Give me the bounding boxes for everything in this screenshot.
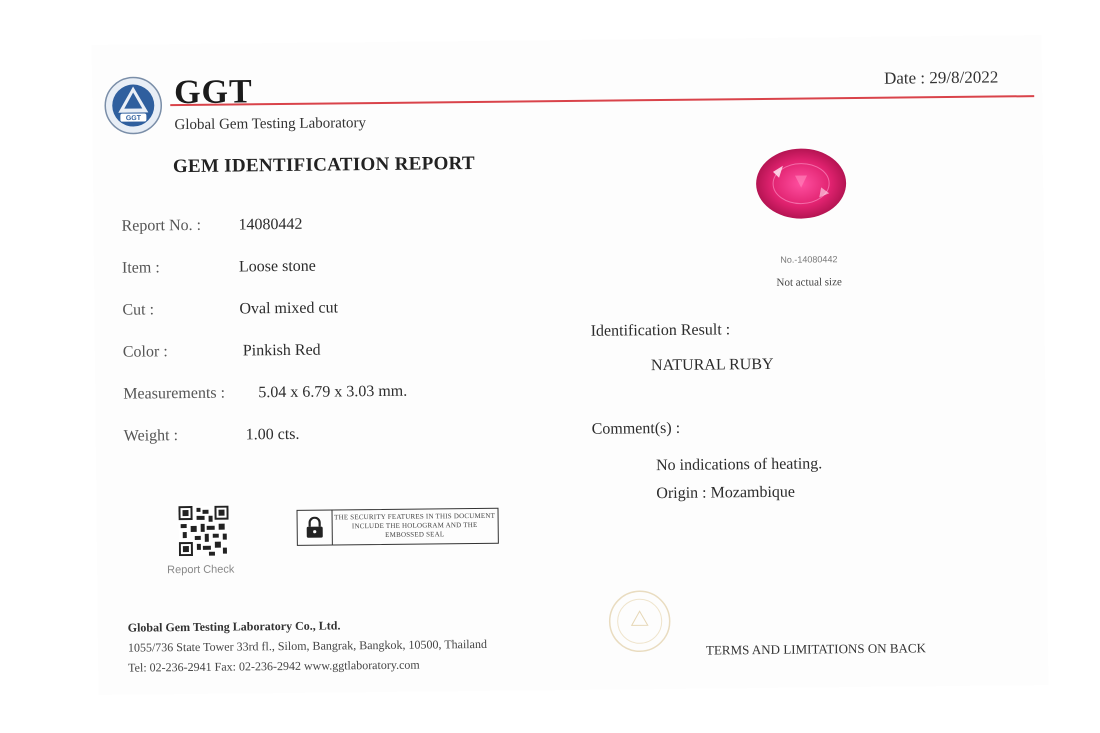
field-value-item: Loose stone xyxy=(238,257,316,276)
field-value-cut: Oval mixed cut xyxy=(239,299,339,318)
identification-result-label: Identification Result : xyxy=(590,321,731,340)
field-value-color: Pinkish Red xyxy=(242,341,321,360)
gem-report-card xyxy=(92,35,1049,695)
brand-name: GGT xyxy=(173,73,253,112)
svg-text:GGT: GGT xyxy=(125,114,142,123)
lab-name: Global Gem Testing Laboratory xyxy=(174,115,367,134)
photo-caption: Not actual size xyxy=(776,276,842,289)
comment-line-origin: Origin : Mozambique xyxy=(656,483,796,503)
ruby-photo xyxy=(755,147,848,220)
field-label-measurements: Measurements : xyxy=(123,384,226,403)
field-label-color: Color : xyxy=(122,343,168,361)
field-value-weight: 1.00 cts. xyxy=(245,425,300,444)
security-notice-text: THE SECURITY FEATURES IN THIS DOCUMENT INCLUDE THE HOLOGRAM AND THE EMBOSSED SEAL xyxy=(334,511,496,539)
lock-icon xyxy=(298,510,333,544)
identification-result-value: NATURAL RUBY xyxy=(650,355,774,375)
company-contact: Tel: 02-236-2941 Fax: 02-236-2942 www.ggtlaboratory.com xyxy=(128,657,420,675)
comment-line-heating: No indications of heating. xyxy=(655,455,823,475)
field-label-weight: Weight : xyxy=(123,427,179,445)
report-date: Date : 29/8/2022 xyxy=(883,67,999,88)
qr-code-icon[interactable] xyxy=(178,506,229,557)
comments-label: Comment(s) : xyxy=(591,419,681,438)
embossed-seal-icon xyxy=(607,589,672,654)
ggt-seal-logo-icon xyxy=(104,76,163,135)
company-address: 1055/736 State Tower 33rd fl., Silom, Bangrak, Bangkok, 10500, Thailand xyxy=(127,636,488,655)
report-check-label: Report Check xyxy=(167,563,235,577)
field-label-report-no: Report No. : xyxy=(121,216,202,235)
report-title: GEM IDENTIFICATION REPORT xyxy=(172,152,476,178)
field-value-measurements: 5.04 x 6.79 x 3.03 mm. xyxy=(258,382,408,402)
security-notice-box xyxy=(297,508,499,546)
field-label-item: Item : xyxy=(121,259,160,277)
terms-notice: TERMS AND LIMITATIONS ON BACK xyxy=(705,640,927,658)
field-value-report-no: 14080442 xyxy=(238,215,303,234)
field-label-cut: Cut : xyxy=(122,301,155,319)
photo-report-number: No.-14080442 xyxy=(780,254,838,265)
header-divider xyxy=(170,95,1034,106)
company-name: Global Gem Testing Laboratory Co., Ltd. xyxy=(127,618,341,635)
